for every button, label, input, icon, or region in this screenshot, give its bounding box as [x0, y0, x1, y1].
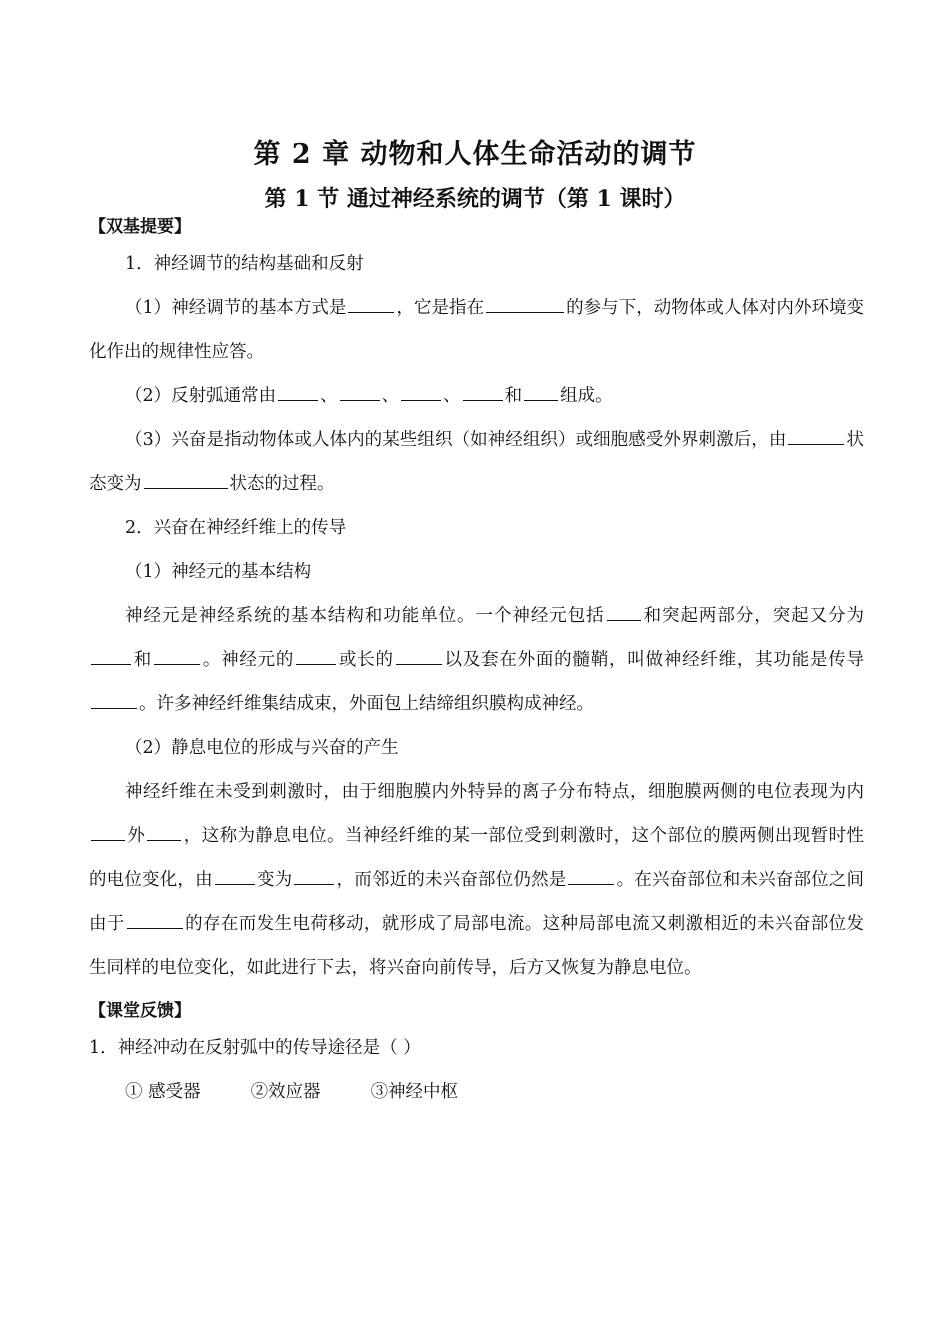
paragraph-4: 神经元是神经系统的基本结构和功能单位。一个神经元包括 和突起两部分，突起又分为和 。神经元的 或长的 以及套在外面的髓鞘，叫做神经纤维，其功能是传导。许多神经纤维集结成束，外面包上结缔组织膜构成神经。	[89, 594, 864, 726]
blank	[340, 399, 380, 401]
document-body	[89, 212, 864, 1114]
blank	[788, 443, 844, 445]
section-heading-basics: 【双基提要】	[89, 217, 191, 237]
paragraph-5: 神经纤维在未受到刺激时，由于细胞膜内外特异的离子分布特点，细胞膜两侧的电位表现为内外 ，这称为静息电位。当神经纤维的某一部位受到刺激时，这个部位的膜两侧出现暂时性的电位变化，由 变为 ，而邻近的未兴奋部位仍然是 。在兴奋部位和未兴奋部位之间由于 的存在而发生电荷移动，就形成了局部电流。这种局部电流又刺激相近的未兴奋部位发生同样的电位变化，如此进行下去，将兴奋向前传导，后方又恢复为静息电位。	[89, 782, 865, 978]
option-1: ① 感受器	[125, 1082, 201, 1102]
blank	[154, 663, 200, 665]
blank	[91, 839, 125, 841]
blank	[215, 883, 255, 885]
blank	[296, 663, 336, 665]
blank	[486, 311, 564, 313]
blank	[348, 311, 394, 313]
option-3: ③神经中枢	[370, 1082, 459, 1102]
chapter-title: 第 2 章 动物和人体生命活动的调节	[253, 139, 697, 170]
blank	[401, 399, 441, 401]
blank	[607, 619, 641, 621]
paragraph-2: （2）反射弧通常由 、 、 、 和 组成。	[125, 386, 613, 406]
subtopic-heading-2: （2）静息电位的形成与兴奋的产生	[125, 738, 399, 758]
subtopic-heading-1: （1）神经元的基本结构	[125, 562, 312, 582]
blank	[568, 883, 614, 885]
blank	[127, 927, 183, 929]
option-2: ②效应器	[250, 1082, 321, 1102]
topic-heading-1: 1．神经调节的结构基础和反射	[125, 254, 364, 274]
blank	[278, 399, 318, 401]
blank	[396, 663, 442, 665]
question-1: 1．神经冲动在反射弧中的传导途径是（ ）	[89, 1038, 421, 1058]
paragraph-1: （1）神经调节的基本方式是 ，它是指在 的参与下，动物体或人体对内外环境变化作出的规律性应答。	[89, 298, 865, 362]
blank	[463, 399, 503, 401]
blank	[91, 663, 131, 665]
question-1-options	[89, 1070, 864, 1114]
blank	[524, 399, 558, 401]
topic-heading-2: 2．兴奋在神经纤维上的传导	[125, 518, 347, 538]
blank	[147, 839, 181, 841]
section-title: 第 1 节 通过神经系统的调节（第 1 课时）	[264, 186, 686, 212]
section-heading-feedback: 【课堂反馈】	[89, 1001, 191, 1021]
blank	[144, 487, 228, 489]
blank	[294, 883, 334, 885]
blank	[91, 707, 137, 709]
paragraph-3: （3）兴奋是指动物体或人体内的某些组织（如神经组织）或细胞感受外界刺激后，由 状态变为 状态的过程。	[89, 430, 864, 494]
